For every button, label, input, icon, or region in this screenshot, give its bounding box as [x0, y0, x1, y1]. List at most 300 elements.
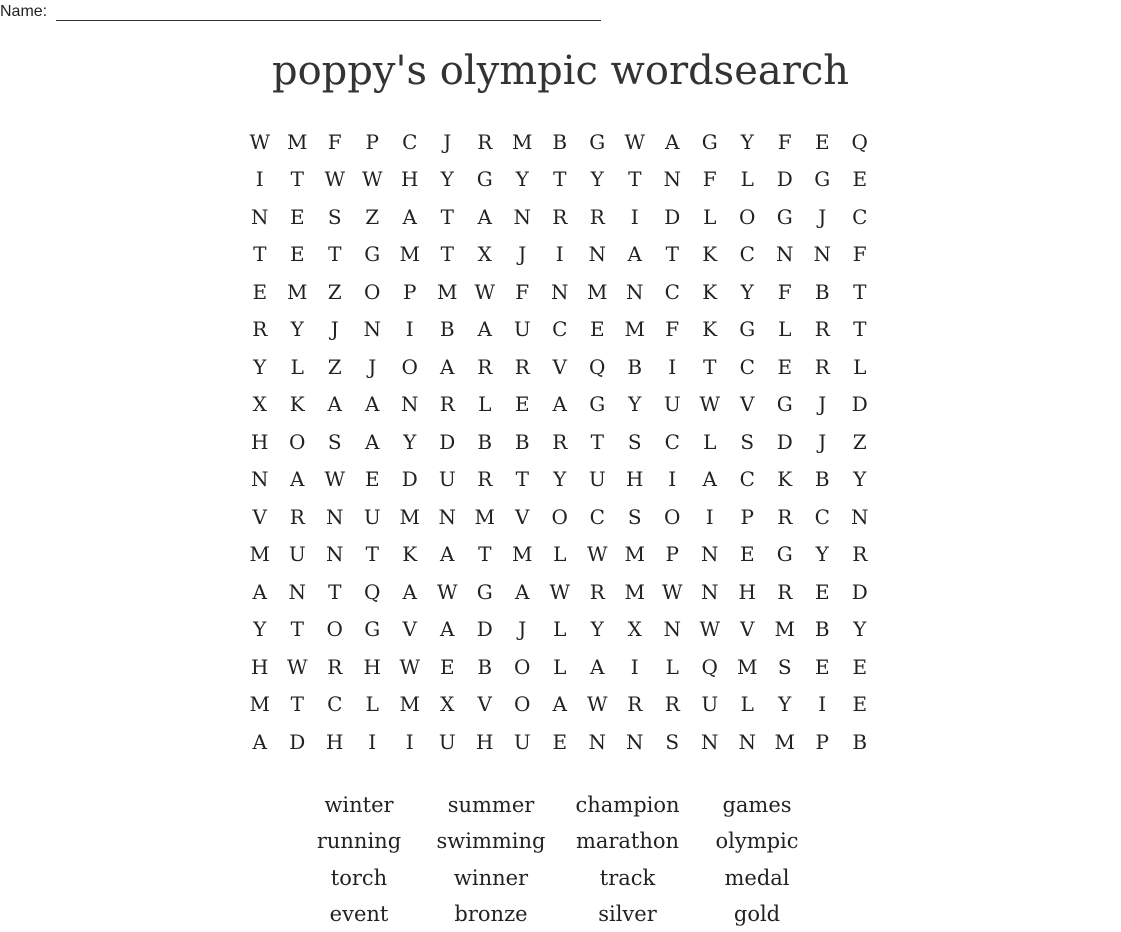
grid-letter[interactable]: T [440, 242, 454, 267]
grid-letter[interactable]: K [702, 279, 718, 304]
grid-letter[interactable]: Y [515, 167, 529, 192]
grid-letter[interactable]: N [701, 729, 719, 754]
grid-letter[interactable]: U [513, 317, 531, 342]
grid-letter[interactable]: U [438, 467, 456, 492]
grid-letter[interactable]: J [818, 204, 827, 229]
grid-letter[interactable]: N [326, 542, 344, 567]
grid-letter[interactable]: Y [590, 167, 604, 192]
grid-letter[interactable]: V [402, 617, 417, 642]
grid-letter[interactable]: Y [740, 129, 754, 154]
grid-letter[interactable]: M [624, 317, 645, 342]
grid-letter[interactable]: W [699, 617, 721, 642]
grid-letter[interactable]: E [364, 467, 380, 492]
grid-letter[interactable]: Y [553, 467, 567, 492]
grid-letter[interactable]: W [399, 654, 421, 679]
grid-letter[interactable]: I [705, 504, 714, 529]
grid-letter[interactable]: B [514, 429, 530, 454]
grid-letter[interactable]: C [664, 279, 680, 304]
grid-letter[interactable]: W [436, 579, 458, 604]
grid-letter[interactable]: M [399, 504, 420, 529]
grid-letter[interactable]: X [477, 242, 492, 267]
grid-letter[interactable]: N [251, 467, 269, 492]
grid-letter[interactable]: B [477, 654, 493, 679]
grid-letter[interactable]: A [477, 317, 492, 342]
grid-letter[interactable]: J [518, 242, 527, 267]
grid-letter[interactable]: C [814, 504, 830, 529]
grid-letter[interactable]: A [515, 579, 530, 604]
grid-letter[interactable]: E [589, 317, 605, 342]
grid-letter[interactable]: T [328, 242, 342, 267]
grid-letter[interactable]: W [624, 129, 646, 154]
grid-letter[interactable]: M [587, 279, 608, 304]
grid-letter[interactable]: W [549, 579, 571, 604]
grid-letter[interactable]: R [514, 354, 530, 379]
grid-letter[interactable]: W [699, 392, 721, 417]
grid-letter[interactable]: C [402, 129, 418, 154]
grid-letter[interactable]: Q [364, 579, 381, 604]
grid-letter[interactable]: R [664, 692, 680, 717]
grid-letter[interactable]: L [478, 392, 492, 417]
grid-letter[interactable]: I [555, 242, 564, 267]
grid-letter[interactable]: V [552, 354, 567, 379]
grid-letter[interactable]: A [402, 204, 417, 229]
grid-letter[interactable]: U [588, 467, 606, 492]
grid-letter[interactable]: F [852, 242, 867, 267]
grid-letter[interactable]: F [777, 129, 792, 154]
grid-letter[interactable]: N [513, 204, 531, 229]
grid-letter[interactable]: K [777, 467, 793, 492]
grid-letter[interactable]: N [663, 617, 681, 642]
grid-letter[interactable]: D [851, 579, 868, 604]
grid-letter[interactable]: V [740, 392, 755, 417]
grid-letter[interactable]: A [552, 392, 567, 417]
grid-letter[interactable]: Y [853, 467, 867, 492]
grid-letter[interactable]: I [405, 729, 414, 754]
grid-letter[interactable]: L [365, 692, 379, 717]
grid-letter[interactable]: A [552, 692, 567, 717]
grid-letter[interactable]: S [627, 504, 642, 529]
grid-letter[interactable]: C [552, 317, 568, 342]
grid-letter[interactable]: M [512, 542, 533, 567]
grid-letter[interactable]: F [515, 279, 530, 304]
grid-letter[interactable]: C [739, 242, 755, 267]
grid-letter[interactable]: R [289, 504, 305, 529]
grid-letter[interactable]: O [664, 504, 681, 529]
grid-letter[interactable]: X [252, 392, 267, 417]
grid-letter[interactable]: L [703, 429, 717, 454]
grid-letter[interactable]: R [814, 354, 830, 379]
grid-letter[interactable]: S [665, 729, 680, 754]
grid-letter[interactable]: M [249, 542, 270, 567]
grid-letter[interactable]: N [701, 579, 719, 604]
grid-letter[interactable]: K [402, 542, 418, 567]
grid-letter[interactable]: A [702, 467, 717, 492]
letter-grid [241, 123, 879, 761]
grid-letter[interactable]: S [327, 204, 342, 229]
grid-letter[interactable]: M [624, 579, 645, 604]
grid-letter[interactable]: A [440, 617, 455, 642]
grid-letter[interactable]: Q [851, 129, 868, 154]
grid-letter[interactable]: G [776, 392, 793, 417]
grid-letter[interactable]: T [665, 242, 679, 267]
grid-letter[interactable]: E [439, 654, 455, 679]
grid-letter[interactable]: R [777, 579, 793, 604]
grid-letter[interactable]: T [553, 167, 567, 192]
grid-letter[interactable]: B [477, 429, 493, 454]
grid-letter[interactable]: Y [815, 542, 829, 567]
grid-letter[interactable]: F [665, 317, 680, 342]
grid-letter[interactable]: X [440, 692, 455, 717]
grid-letter[interactable]: W [286, 654, 308, 679]
grid-letter[interactable]: G [776, 542, 793, 567]
grid-letter[interactable]: G [739, 317, 756, 342]
grid-letter[interactable]: R [589, 579, 605, 604]
grid-letter[interactable]: D [776, 429, 793, 454]
grid-letter[interactable]: I [668, 354, 677, 379]
grid-letter[interactable]: N [288, 579, 306, 604]
grid-letter[interactable]: E [814, 129, 830, 154]
grid-letter[interactable]: E [289, 204, 305, 229]
grid-letter[interactable]: N [551, 279, 569, 304]
grid-letter[interactable]: C [739, 467, 755, 492]
grid-letter[interactable]: Y [740, 279, 754, 304]
grid-letter[interactable]: W [661, 579, 683, 604]
grid-letter[interactable]: Y [253, 617, 267, 642]
grid-letter[interactable]: Q [701, 654, 718, 679]
word-list-item: games [722, 793, 792, 817]
grid-letter[interactable]: J [330, 317, 339, 342]
grid-letter[interactable]: S [327, 429, 342, 454]
grid-letter[interactable]: D [439, 429, 456, 454]
grid-letter[interactable]: Y [403, 429, 417, 454]
grid-letter[interactable]: L [665, 654, 679, 679]
grid-letter[interactable]: W [249, 129, 271, 154]
grid-letter[interactable]: O [326, 617, 343, 642]
grid-letter[interactable]: A [440, 542, 455, 567]
grid-letter[interactable]: B [627, 354, 643, 379]
grid-letter[interactable]: T [290, 617, 304, 642]
grid-letter[interactable]: N [663, 167, 681, 192]
grid-letter[interactable]: G [476, 167, 493, 192]
grid-letter[interactable]: R [552, 429, 568, 454]
grid-letter[interactable]: A [252, 729, 267, 754]
grid-letter[interactable]: Y [628, 392, 642, 417]
grid-letter[interactable]: A [665, 129, 680, 154]
grid-letter[interactable]: B [552, 129, 568, 154]
grid-letter[interactable]: S [740, 429, 755, 454]
grid-letter[interactable]: W [586, 542, 608, 567]
grid-letter[interactable]: J [443, 129, 452, 154]
grid-letter[interactable]: N [438, 504, 456, 529]
grid-letter[interactable]: W [474, 279, 496, 304]
grid-letter[interactable]: G [589, 392, 606, 417]
grid-letter[interactable]: A [365, 392, 380, 417]
grid-letter[interactable]: D [289, 729, 306, 754]
grid-letter[interactable]: I [630, 204, 639, 229]
grid-letter[interactable]: N [401, 392, 419, 417]
grid-letter[interactable]: Z [327, 279, 342, 304]
grid-letter[interactable]: Y [440, 167, 454, 192]
name-underline[interactable] [56, 4, 601, 21]
grid-letter[interactable]: A [627, 242, 642, 267]
grid-letter[interactable]: L [553, 542, 567, 567]
grid-letter[interactable]: U [438, 729, 456, 754]
grid-letter[interactable]: B [814, 279, 830, 304]
grid-letter[interactable]: F [327, 129, 342, 154]
grid-letter[interactable]: Y [253, 354, 267, 379]
grid-letter[interactable]: R [477, 129, 493, 154]
grid-letter[interactable]: E [852, 167, 868, 192]
grid-letter[interactable]: E [252, 279, 268, 304]
grid-letter[interactable]: A [477, 204, 492, 229]
grid-letter[interactable]: N [251, 204, 269, 229]
grid-letter[interactable]: G [589, 129, 606, 154]
grid-letter[interactable]: H [476, 729, 494, 754]
grid-letter[interactable]: Y [590, 617, 604, 642]
grid-letter[interactable]: M [474, 504, 495, 529]
grid-letter[interactable]: D [776, 167, 793, 192]
grid-letter[interactable]: W [324, 167, 346, 192]
grid-letter[interactable]: D [851, 392, 868, 417]
grid-letter[interactable]: H [401, 167, 419, 192]
grid-letter[interactable]: G [814, 167, 831, 192]
grid-letter[interactable]: T [290, 692, 304, 717]
grid-letter[interactable]: T [515, 467, 529, 492]
grid-letter[interactable]: L [703, 204, 717, 229]
grid-letter[interactable]: L [290, 354, 304, 379]
grid-letter[interactable]: B [814, 467, 830, 492]
grid-letter[interactable]: M [287, 279, 308, 304]
grid-letter[interactable]: T [365, 542, 379, 567]
grid-letter[interactable]: U [288, 542, 306, 567]
grid-letter[interactable]: D [401, 467, 418, 492]
grid-letter[interactable]: P [665, 542, 679, 567]
grid-letter[interactable]: B [439, 317, 455, 342]
grid-letter[interactable]: I [405, 317, 414, 342]
grid-letter[interactable]: C [664, 429, 680, 454]
word-list-item: olympic [715, 829, 799, 854]
grid-letter[interactable]: T [703, 354, 717, 379]
grid-letter[interactable]: J [368, 354, 377, 379]
grid-letter[interactable]: S [777, 654, 792, 679]
grid-letter[interactable]: E [852, 692, 868, 717]
grid-letter[interactable]: R [252, 317, 268, 342]
grid-letter[interactable]: X [627, 617, 642, 642]
grid-letter[interactable]: R [777, 504, 793, 529]
grid-letter[interactable]: A [327, 392, 342, 417]
grid-letter[interactable]: M [624, 542, 645, 567]
grid-letter[interactable]: G [776, 204, 793, 229]
word-list-item: silver [598, 901, 657, 926]
grid-letter[interactable]: R [477, 354, 493, 379]
grid-letter[interactable]: K [702, 317, 718, 342]
grid-letter[interactable]: M [287, 129, 308, 154]
grid-letter[interactable]: V [515, 504, 530, 529]
grid-letter[interactable]: T [253, 242, 267, 267]
grid-letter[interactable]: T [853, 279, 867, 304]
grid-letter[interactable]: B [814, 617, 830, 642]
grid-letter[interactable]: T [478, 542, 492, 567]
grid-letter[interactable]: W [324, 467, 346, 492]
grid-letter[interactable]: W [361, 167, 383, 192]
grid-letter[interactable]: W [586, 692, 608, 717]
grid-letter[interactable]: H [251, 429, 269, 454]
grid-letter[interactable]: I [368, 729, 377, 754]
grid-letter[interactable]: U [363, 504, 381, 529]
grid-letter[interactable]: N [851, 504, 869, 529]
grid-letter[interactable]: Y [778, 692, 792, 717]
grid-letter[interactable]: L [853, 354, 867, 379]
grid-letter[interactable]: A [252, 579, 267, 604]
grid-letter[interactable]: I [630, 654, 639, 679]
grid-letter[interactable]: B [852, 729, 868, 754]
grid-letter[interactable]: M [399, 242, 420, 267]
grid-letter[interactable]: C [852, 204, 868, 229]
grid-letter[interactable]: I [818, 692, 827, 717]
grid-letter[interactable]: C [589, 504, 605, 529]
grid-letter[interactable]: G [364, 617, 381, 642]
grid-letter[interactable]: L [778, 317, 792, 342]
grid-letter[interactable]: H [626, 467, 644, 492]
grid-letter[interactable]: H [363, 654, 381, 679]
grid-letter[interactable]: Y [290, 317, 304, 342]
grid-letter[interactable]: Z [327, 354, 342, 379]
grid-letter[interactable]: N [326, 504, 344, 529]
grid-letter[interactable]: O [364, 279, 381, 304]
grid-letter[interactable]: J [518, 617, 527, 642]
grid-letter[interactable]: M [249, 692, 270, 717]
grid-letter[interactable]: M [774, 729, 795, 754]
grid-letter[interactable]: J [818, 392, 827, 417]
grid-letter[interactable]: O [289, 429, 306, 454]
grid-letter[interactable]: R [477, 467, 493, 492]
grid-letter[interactable]: L [740, 692, 754, 717]
grid-letter[interactable]: E [552, 729, 568, 754]
grid-letter[interactable]: G [364, 242, 381, 267]
word-list-item: medal [724, 865, 790, 890]
grid-letter[interactable]: N [813, 242, 831, 267]
grid-letter[interactable]: N [363, 317, 381, 342]
grid-letter[interactable]: E [739, 542, 755, 567]
grid-letter[interactable]: H [326, 729, 344, 754]
grid-letter[interactable]: D [664, 204, 681, 229]
grid-letter[interactable]: S [627, 429, 642, 454]
grid-letter[interactable]: M [512, 129, 533, 154]
grid-letter[interactable]: Y [853, 617, 867, 642]
grid-letter[interactable]: T [590, 429, 604, 454]
grid-letter[interactable]: T [853, 317, 867, 342]
grid-letter[interactable]: P [365, 129, 379, 154]
grid-letter[interactable]: N [701, 542, 719, 567]
grid-letter[interactable]: O [551, 504, 568, 529]
grid-letter[interactable]: T [290, 167, 304, 192]
grid-letter[interactable]: I [255, 167, 264, 192]
grid-letter[interactable]: M [399, 692, 420, 717]
grid-letter[interactable]: V [477, 692, 492, 717]
page-title: poppy's olympic wordsearch [271, 48, 850, 94]
grid-letter[interactable]: N [588, 729, 606, 754]
grid-letter[interactable]: E [289, 242, 305, 267]
grid-letter[interactable]: A [440, 354, 455, 379]
grid-letter[interactable]: A [402, 579, 417, 604]
grid-letter[interactable]: T [328, 579, 342, 604]
word-list-item: bronze [454, 901, 528, 926]
grid-letter[interactable]: O [514, 692, 531, 717]
grid-letter[interactable]: P [740, 504, 754, 529]
grid-letter[interactable]: O [514, 654, 531, 679]
grid-letter[interactable]: K [289, 392, 305, 417]
grid-letter[interactable]: V [740, 617, 755, 642]
grid-letter[interactable]: K [702, 242, 718, 267]
grid-letter[interactable]: Z [852, 429, 867, 454]
grid-letter[interactable]: G [701, 129, 718, 154]
grid-letter[interactable]: E [777, 354, 793, 379]
grid-letter[interactable]: Z [365, 204, 380, 229]
grid-letter[interactable]: J [818, 429, 827, 454]
grid-letter[interactable]: N [626, 729, 644, 754]
grid-letter[interactable]: T [628, 167, 642, 192]
grid-letter[interactable]: A [365, 429, 380, 454]
word-list-item: summer [447, 793, 535, 817]
grid-letter[interactable]: M [737, 654, 758, 679]
grid-letter[interactable]: U [663, 392, 681, 417]
grid-letter[interactable]: G [476, 579, 493, 604]
grid-letter[interactable]: L [553, 654, 567, 679]
grid-letter[interactable]: U [513, 729, 531, 754]
grid-letter[interactable]: O [739, 204, 756, 229]
grid-letter[interactable]: N [588, 242, 606, 267]
grid-letter[interactable]: R [439, 392, 455, 417]
grid-letter[interactable]: C [327, 692, 343, 717]
grid-letter[interactable]: H [738, 579, 756, 604]
grid-letter[interactable]: L [553, 617, 567, 642]
grid-letter[interactable]: R [814, 317, 830, 342]
grid-letter[interactable]: F [702, 167, 717, 192]
grid-letter[interactable]: E [852, 654, 868, 679]
grid-letter[interactable]: L [740, 167, 754, 192]
grid-letter[interactable]: M [437, 279, 458, 304]
grid-letter[interactable]: H [251, 654, 269, 679]
word-list-item: torch [330, 865, 388, 890]
grid-letter[interactable]: R [589, 204, 605, 229]
grid-letter[interactable]: P [815, 729, 829, 754]
grid-letter[interactable]: R [552, 204, 568, 229]
grid-letter[interactable]: T [440, 204, 454, 229]
grid-letter[interactable]: E [814, 654, 830, 679]
grid-letter[interactable]: R [852, 542, 868, 567]
grid-letter[interactable]: R [627, 692, 643, 717]
grid-letter[interactable]: D [476, 617, 493, 642]
grid-letter[interactable]: N [738, 729, 756, 754]
grid-letter[interactable]: N [776, 242, 794, 267]
name-field [0, 3, 601, 21]
grid-letter[interactable]: I [668, 467, 677, 492]
grid-letter[interactable]: N [626, 279, 644, 304]
grid-letter[interactable]: F [777, 279, 792, 304]
grid-letter[interactable]: U [701, 692, 719, 717]
grid-letter[interactable]: M [774, 617, 795, 642]
grid-letter[interactable]: E [814, 579, 830, 604]
grid-letter[interactable]: V [252, 504, 267, 529]
grid-letter[interactable]: Q [589, 354, 606, 379]
grid-letter[interactable]: R [327, 654, 343, 679]
grid-letter[interactable]: A [290, 467, 305, 492]
grid-letter[interactable]: C [739, 354, 755, 379]
grid-letter[interactable]: P [403, 279, 417, 304]
grid-letter[interactable]: O [401, 354, 418, 379]
grid-letter[interactable]: E [514, 392, 530, 417]
grid-letter[interactable]: A [590, 654, 605, 679]
